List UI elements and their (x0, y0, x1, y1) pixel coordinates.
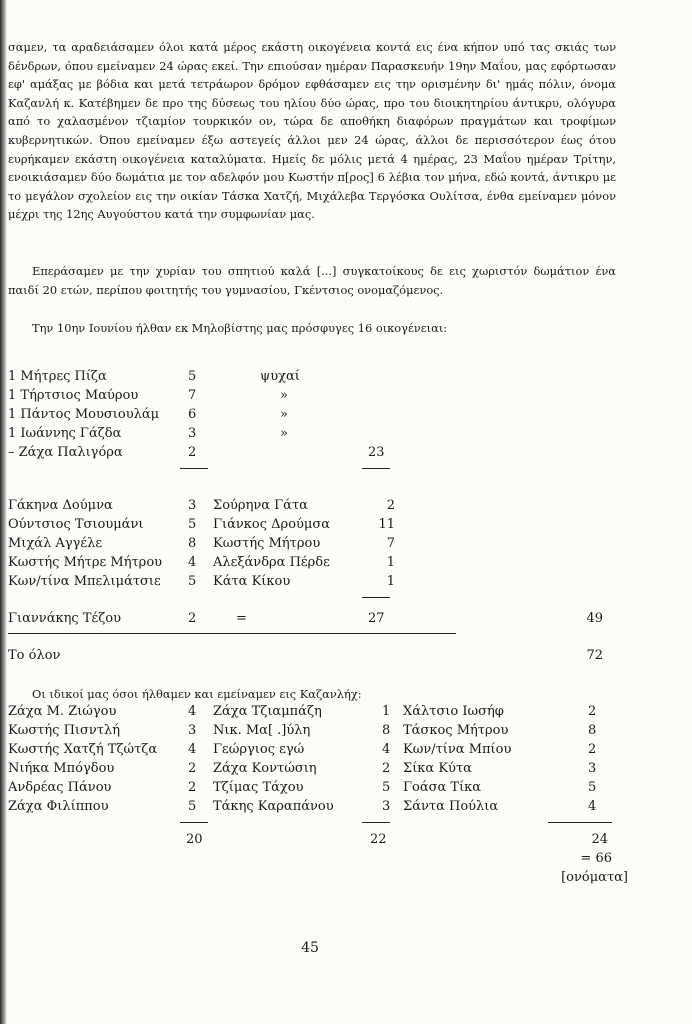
person-count: 3 (188, 498, 197, 513)
person-name: Αλεξάνδρα Πέρδε (213, 555, 330, 570)
person-name: 1 Τήρτσιος Μαύρου (8, 388, 139, 403)
person-count: 8 (588, 723, 597, 738)
person-count: 2 (188, 611, 197, 626)
person-name: 1 Ιωάννης Γάζδα (8, 426, 122, 441)
person-name: Τζίμας Τάχου (213, 780, 304, 795)
person-count: 11 (378, 517, 395, 532)
person-count: 7 (188, 388, 197, 403)
person-count: 2 (588, 742, 597, 757)
person-name: Γοάσα Τίκα (403, 780, 482, 795)
sum-rule (180, 468, 208, 469)
person-count: 6 (188, 407, 197, 422)
person-name: Μιχάλ Αγγέλε (8, 536, 103, 551)
grand-total: 72 (586, 648, 603, 663)
person-name: Γιαννάκης Τέζου (8, 611, 121, 626)
person-count: 3 (188, 426, 197, 441)
person-name: Τάκης Καραπάνου (213, 799, 334, 814)
person-name: Χάλτσιο Ιωσήφ (403, 704, 504, 719)
column-total: 20 (186, 832, 203, 847)
person-count: 5 (188, 369, 197, 384)
person-name: Σούρηνα Γάτα (213, 498, 308, 513)
person-count: 4 (188, 555, 197, 570)
book-spine-shadow (0, 0, 7, 1024)
person-count: 8 (382, 723, 391, 738)
person-count: 1 (386, 574, 395, 589)
person-name: Σάντα Πούλια (403, 799, 499, 814)
person-name: Ζάχα Μ. Ζιώγου (8, 704, 117, 719)
person-count: 2 (588, 704, 597, 719)
person-count: 1 (382, 704, 391, 719)
person-count: 5 (382, 780, 391, 795)
paragraph-2: Επεράσαμεν με την χυρίαν του σπητιού καλά [...] συγκατοίκους δε εις χωριστόν δωμάτιον ένα παιδί 20 ετών, περίπου φοιτητής του γυμνασίου, Γκέντσιος ονομαζόμενος. (8, 264, 616, 297)
person-name: Γιάνκος Δρούμσα (213, 517, 331, 532)
person-count: 2 (386, 498, 395, 513)
unit-label: [ονόματα] (561, 870, 628, 885)
equals-sign: = (236, 611, 247, 626)
sum-rule (362, 822, 390, 823)
column-total: 22 (370, 832, 387, 847)
person-count: 7 (386, 536, 395, 551)
person-count: 5 (188, 517, 197, 532)
sum-rule (180, 822, 208, 823)
person-name: Ούντσιος Τσιουμάνι (8, 517, 144, 532)
person-name: Κωστής Μήτρε Μήτρου (8, 555, 163, 570)
person-count: 2 (188, 761, 197, 776)
person-count: 2 (188, 445, 197, 460)
person-count: 5 (588, 780, 597, 795)
grand-total: = 66 (580, 851, 612, 866)
person-name: 1 Μήτρες Πίζα (8, 369, 107, 384)
total-label: Το όλον (8, 648, 61, 663)
person-count: 2 (188, 780, 197, 795)
sum-rule (362, 468, 390, 469)
paragraph-4: Οι ιδικοί μας όσοι ήλθαμεν και εμείναμεν εις Καζανλήχ: (32, 687, 362, 701)
person-count: 3 (188, 723, 197, 738)
person-name: Ζάχα Τζιαμπάζη (213, 704, 322, 719)
person-name: Κων/τίνα Μπελιμάτσιε (8, 574, 161, 589)
person-count: 4 (188, 742, 197, 757)
total: 49 (586, 611, 603, 626)
person-name: Ζάχα Φιλίππου (8, 799, 109, 814)
sum-rule (8, 633, 456, 634)
person-name: 1 Πάντος Μουσιουλάμ (8, 407, 160, 422)
person-name: Κωστής Πισντλή (8, 723, 121, 738)
subtotal: 27 (368, 611, 385, 626)
person-count: 4 (188, 704, 197, 719)
person-name: Νιήκα Μπόγδου (8, 761, 115, 776)
person-count: 5 (188, 799, 197, 814)
person-count: 1 (386, 555, 395, 570)
person-name: Ανδρέας Πάνου (8, 780, 112, 795)
ditto-mark: » (280, 426, 288, 441)
person-name: – Ζάχα Παλιγόρα (8, 445, 123, 460)
person-name: Νικ. Μα[ .]ύλη (213, 723, 311, 738)
page-number: 45 (301, 940, 319, 956)
person-name: Ζάχα Κοντώσιη (213, 761, 317, 776)
person-name: Τάσκος Μήτρου (403, 723, 509, 738)
person-count: 5 (188, 574, 197, 589)
person-count: 3 (382, 799, 391, 814)
person-name: Κων/τίνα Μπίου (403, 742, 512, 757)
ditto-mark: » (280, 407, 288, 422)
person-name: Κάτα Κίκου (213, 574, 291, 589)
paragraph-3: Την 10ην Ιουνίου ήλθαν εκ Μηλοβίστης μας πρόσφυγες 16 οικογένειαι: (32, 321, 448, 335)
person-name: Γεώργιος εγώ (213, 742, 305, 757)
person-name: Κωστής Μήτρου (213, 536, 321, 551)
paragraph-1: σαμεν, τα αραδειάσαμεν όλοι κατά μέρος εκάστη οικογένεια κοντά εις ένα κήπον υπό τας σκιάς των δένδρων, όπου εμείναμεν 24 ώρας εκεί. Την επιούσαν ημέραν Παρασκευήν 19ην Μαΐου, μας εφόρτωσαν εφ' αμάξας με βόδια και μετά τετράωρον δρόμον εφθάσαμεν εις την ορισμένην δι' ημάς πόλιν, όνομα Καζανλή κ. Κατέβημεν δε προ της δύσεως του ηλίου δύο ώρας, προ του διοικητηρίου άντικρυ, ολόγυρα από το χαλασμένον τζιαμίον τουρκικόν ον, τώρα δε αποθήκη διαφόρων πραγμάτων και τροφίμων κυβερνητικών. Όπου εμείναμεν έξω αστεγείς άλλοι μεν 24 ώρας, άλλοι δε περισσότερον έως ότου ευρήκαμεν εκάστη οικογένεια καταλύματα. Ημείς δε μόλις μετά 4 ημέρας, 23 Μαΐου ημέραν Τρίτην, ενοικιάσαμεν δύο δωμάτια με τον αδελφόν μου Κωστήν π[ρος] 6 λέβια τον μήνα, εδώ κοντά, άντικρυ με το μεγάλον σχολείον εις την οικίαν Τάσκα Χατζή, Μιχάλεβα Τεργόσκα Ουλίτσα, ένθα εμείναμεν μόνον μέχρι της 12ης Αυγούστου κατά την συμφωνίαν μας. (8, 40, 616, 222)
person-name: Κωστής Χατζή Τζώτζα (8, 742, 158, 757)
souls-label: ψυχαί (260, 369, 300, 384)
person-count: 3 (588, 761, 597, 776)
person-count: 8 (188, 536, 197, 551)
group1-total: 23 (368, 445, 385, 460)
person-count: 2 (382, 761, 391, 776)
sum-rule (362, 597, 390, 598)
person-count: 4 (588, 799, 597, 814)
person-count: 4 (382, 742, 391, 757)
ditto-mark: » (280, 388, 288, 403)
person-name: Γάκηνα Δούμνα (8, 498, 113, 513)
person-name: Σίκα Κύτα (403, 761, 472, 776)
sum-rule (548, 822, 612, 823)
column-total: 24 (591, 832, 608, 847)
